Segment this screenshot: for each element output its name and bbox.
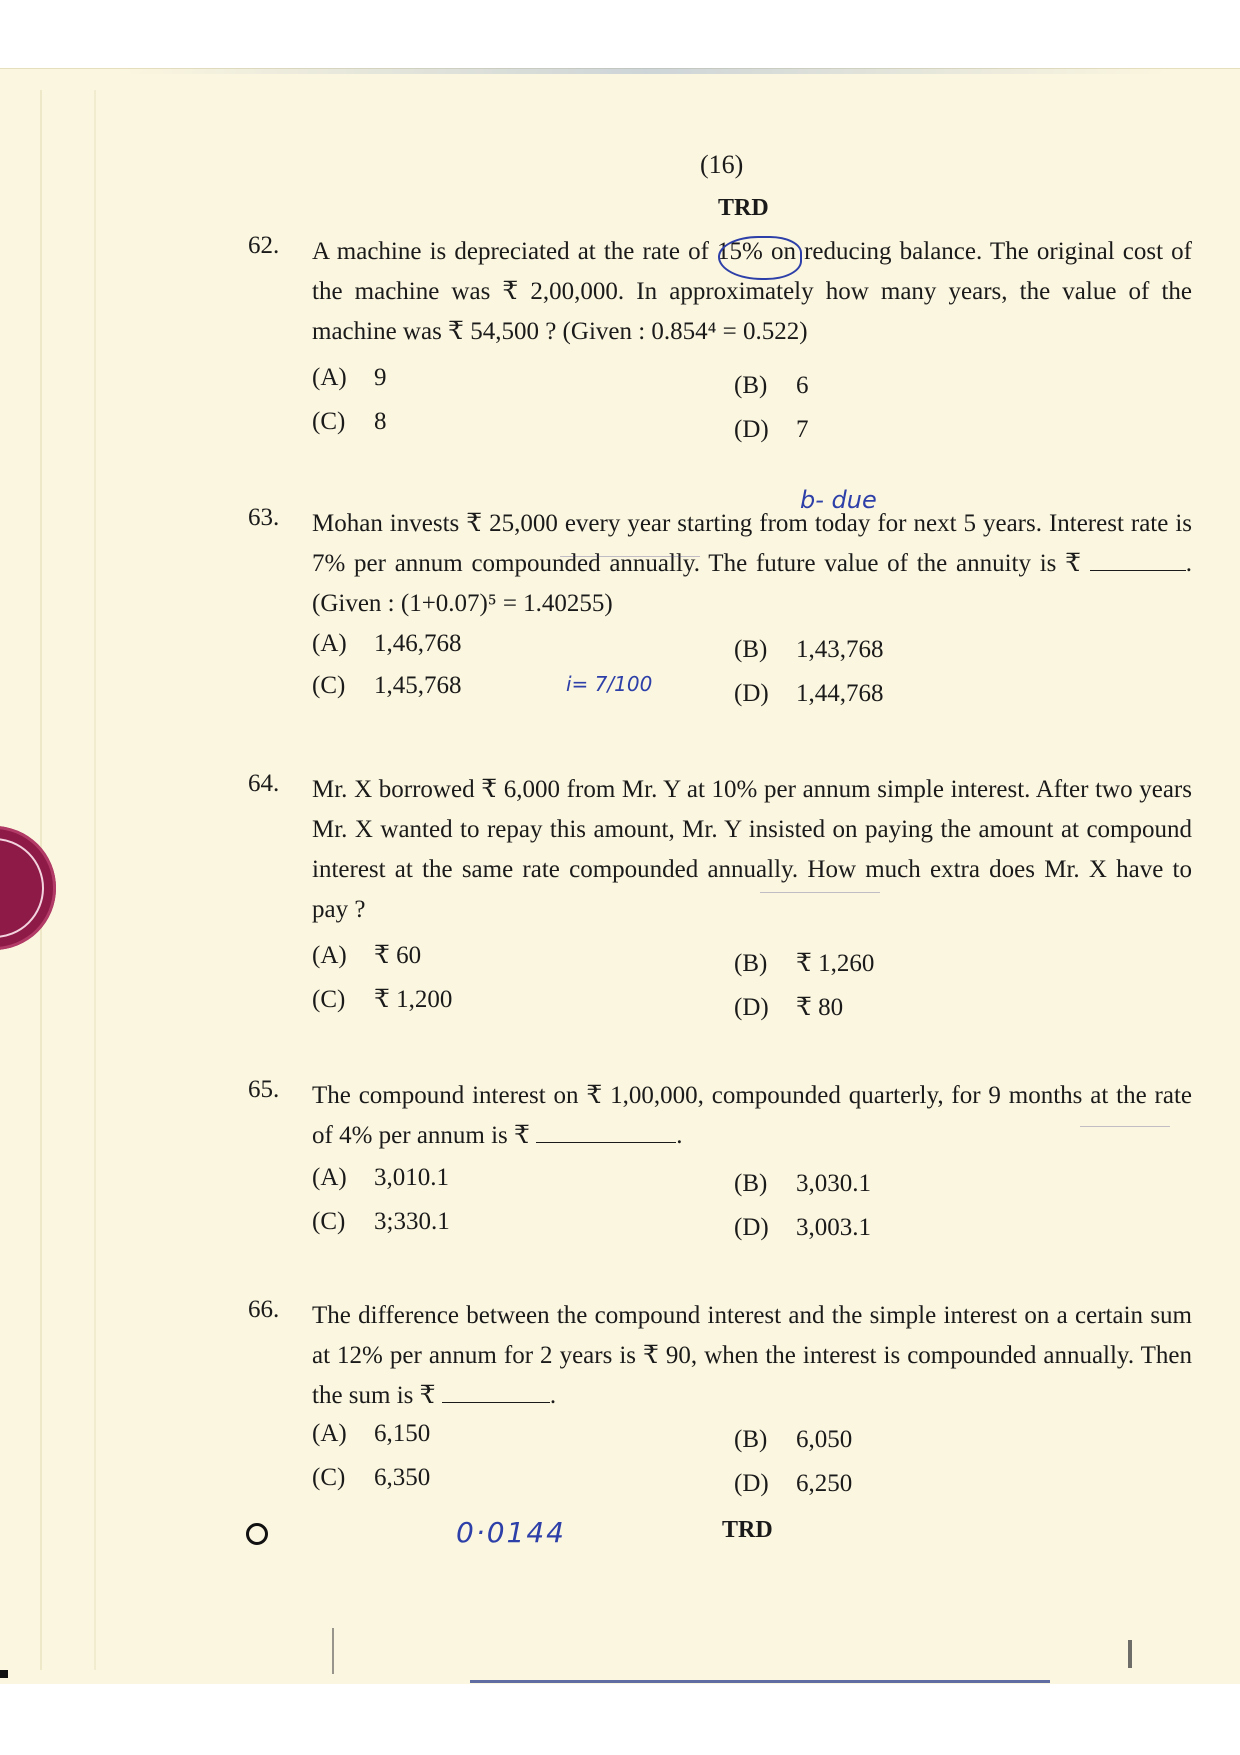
option-label: (B)	[734, 950, 768, 977]
option-a[interactable]	[312, 1164, 449, 1192]
option-label: (D)	[734, 994, 769, 1021]
bottom-rule	[470, 1680, 1050, 1683]
question-number: 62.	[248, 232, 280, 259]
option-d[interactable]	[734, 1470, 852, 1498]
page-number: (16)	[700, 150, 744, 179]
option-value: 3;330.1	[374, 1208, 450, 1235]
option-label: (B)	[734, 1170, 768, 1197]
question-text	[312, 1296, 1192, 1416]
question-text-part: The difference between the compound interest and the simple interest on a certain sum at 12% per annum for 2 years is ₹ 90, when the interest is compounded annually. Then the sum is ₹	[312, 1302, 1192, 1409]
option-label: (B)	[734, 636, 768, 663]
option-a[interactable]	[312, 940, 421, 970]
option-value: 1,45,768	[374, 672, 462, 699]
option-d[interactable]	[734, 992, 843, 1022]
option-value: 8	[374, 408, 387, 435]
answer-blank	[1090, 548, 1186, 571]
answer-blank	[442, 1380, 550, 1403]
option-value: 1,44,768	[796, 680, 884, 707]
pencil-underline	[560, 556, 700, 557]
option-value: 6,150	[374, 1420, 431, 1447]
option-d[interactable]	[734, 416, 809, 444]
question-text	[312, 1076, 1192, 1156]
option-value: 3,010.1	[374, 1164, 449, 1191]
option-label: (A)	[312, 630, 347, 657]
pencil-underline	[1080, 1126, 1170, 1127]
question-text: Mr. X borrowed ₹ 6,000 from Mr. Y at 10% per annum simple interest. After two years Mr. X wanted to repay this amount, Mr. Y insisted on paying the amount at compound interest at the same rate compounded annually. How much extra does Mr. X have to pay ?	[312, 776, 1192, 923]
series-code-bottom: TRD	[722, 1517, 773, 1543]
option-label: (D)	[734, 1470, 769, 1497]
option-label: (C)	[312, 1464, 346, 1491]
option-c[interactable]	[312, 1464, 430, 1492]
option-value: 6	[796, 372, 809, 399]
option-a[interactable]	[312, 1420, 430, 1448]
option-label: (A)	[312, 364, 347, 391]
option-label: (D)	[734, 1214, 769, 1241]
scan-edge	[120, 68, 1170, 74]
option-label: (C)	[312, 1208, 346, 1235]
option-d[interactable]	[734, 1214, 871, 1242]
option-label: (D)	[734, 416, 769, 443]
page-circle-mark	[246, 1523, 268, 1545]
series-code-top: TRD	[718, 195, 769, 221]
handwritten-note: b- due	[800, 486, 877, 514]
option-label: (B)	[734, 372, 768, 399]
option-b[interactable]	[734, 948, 874, 978]
stamp-ring	[0, 838, 44, 938]
option-label: (A)	[312, 1420, 347, 1447]
option-value: 3,003.1	[796, 1214, 871, 1241]
stray-mark	[1128, 1640, 1132, 1668]
question-text-part: .	[676, 1122, 683, 1149]
question-text-part: . (Given : (1+0.07)⁵ = 1.40255)	[312, 550, 1193, 617]
handwritten-rate: i= 7/100	[566, 672, 653, 696]
option-b[interactable]	[734, 1426, 852, 1454]
question-text: A machine is depreciated at the rate of 15% on reducing balance. The original cost of the machine was ₹ 2,00,000. In approximately how many years, the value of the machine was ₹ 54,500 ? (Given : 0.854⁴ = 0.522)	[312, 238, 1192, 345]
option-b[interactable]	[734, 1170, 871, 1198]
corner-mark	[0, 1670, 8, 1678]
question-text	[312, 504, 1192, 624]
question-text-part: .	[549, 1382, 557, 1409]
option-label: (A)	[312, 942, 347, 969]
question-number: 65.	[248, 1076, 280, 1103]
question-number: 63.	[248, 504, 280, 531]
option-value: 6,050	[796, 1426, 853, 1453]
handwritten-circle	[718, 236, 802, 280]
option-c[interactable]	[312, 1208, 450, 1236]
option-value: ₹ 1,200	[374, 986, 453, 1013]
option-b[interactable]	[734, 372, 809, 400]
question-text-part: Mohan invests ₹ 25,000 every year starting from today for next 5 years. Interest rate is 7% per annum compounded annually. The future value of the annuity is ₹	[312, 510, 1192, 577]
answer-blank	[536, 1120, 676, 1143]
option-label: (D)	[734, 680, 769, 707]
option-label: (A)	[312, 1164, 347, 1191]
option-value: 6,250	[796, 1470, 853, 1497]
option-b[interactable]	[734, 636, 884, 664]
option-label: (C)	[312, 408, 346, 435]
option-c[interactable]	[312, 984, 452, 1014]
handwritten-bottom-note: 0·0144	[456, 1516, 566, 1549]
stray-mark	[332, 1628, 334, 1674]
option-a[interactable]	[312, 630, 462, 658]
question-number: 66.	[248, 1296, 280, 1323]
question-number: 64.	[248, 770, 280, 797]
option-value: 3,030.1	[796, 1170, 871, 1197]
pencil-underline	[760, 892, 880, 893]
option-label: (C)	[312, 672, 346, 699]
question-text-part: The compound interest on ₹ 1,00,000, compounded quarterly, for 9 months at the rate of 4% per annum is ₹	[312, 1082, 1192, 1149]
option-c[interactable]	[312, 672, 462, 700]
option-c[interactable]	[312, 408, 387, 436]
option-value: 6,350	[374, 1464, 431, 1491]
option-label: (B)	[734, 1426, 768, 1453]
option-value: 7	[796, 416, 809, 443]
option-value: 1,43,768	[796, 636, 884, 663]
option-d[interactable]	[734, 680, 884, 708]
option-value: 9	[374, 364, 387, 391]
option-a[interactable]	[312, 364, 387, 392]
option-value: ₹ 1,260	[796, 950, 875, 977]
option-value: ₹ 80	[796, 994, 844, 1021]
option-label: (C)	[312, 986, 346, 1013]
option-value: 1,46,768	[374, 630, 462, 657]
option-value: ₹ 60	[374, 942, 422, 969]
